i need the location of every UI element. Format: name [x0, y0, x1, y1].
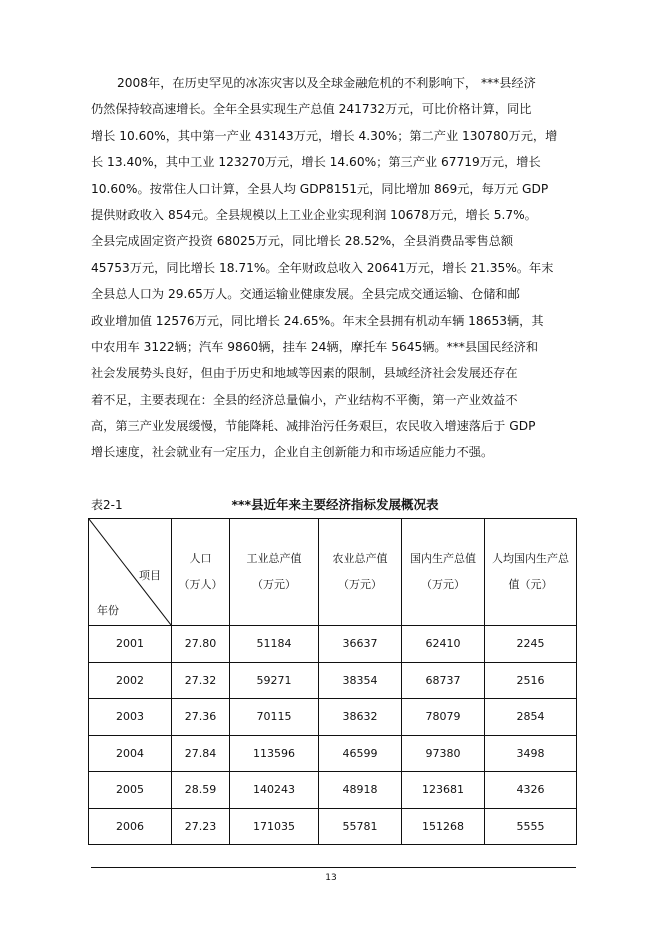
corner-label-year: 年份 — [97, 604, 119, 617]
table-cell: 68737 — [402, 662, 485, 699]
table-cell: 27.32 — [172, 662, 230, 699]
body-paragraph — [91, 70, 571, 466]
column-header-gdp: 国内生产总值 （万元） — [402, 519, 485, 626]
table-cell: 5555 — [485, 808, 577, 845]
table-cell: 62410 — [402, 626, 485, 663]
table-cell: 171035 — [230, 808, 319, 845]
paragraph-line: 着不足，主要表现在：全县的经济总量偏小，产业结构不平衡，第一产业效益不 — [91, 392, 518, 407]
column-header-gdp-per-capita: 人均国内生产总 值（元） — [485, 519, 577, 626]
paragraph-line: 政业增加值 12576万元，同比增长 24.65%。年末全县拥有机动车辆 18653辆，其 — [91, 313, 544, 328]
paragraph-line: 长 13.40%，其中工业 123270万元，增长 14.60%；第三产业 67719万元，增长 — [91, 155, 541, 170]
table-cell: 70115 — [230, 699, 319, 736]
table-cell: 27.36 — [172, 699, 230, 736]
paragraph-line: 社会发展势头良好，但由于历史和地域等因素的限制，县域经济社会发展还存在 — [91, 366, 518, 381]
table-cell: 78079 — [402, 699, 485, 736]
economic-indicators-table — [88, 518, 577, 845]
table-cell: 46599 — [319, 735, 402, 772]
table-cell-year: 2006 — [89, 808, 172, 845]
paragraph-line: 仍然保持较高速增长。全年全县实现生产总值 241732万元，可比价格计算，同比 — [91, 102, 532, 117]
paragraph-line: 中农用车 3122辆；汽车 9860辆，挂车 24辆，摩托车 5645辆。***县国民经济和 — [91, 339, 539, 354]
paragraph-line: 全县总人口为 29.65万人。交通运输业健康发展。全县完成交通运输、仓储和邮 — [91, 287, 520, 302]
table-row — [89, 699, 577, 736]
table-cell: 27.23 — [172, 808, 230, 845]
table-cell: 51184 — [230, 626, 319, 663]
paragraph-line: 45753万元，同比增长 18.71%。全年财政总收入 20641万元，增长 21.35%。年末 — [91, 260, 554, 275]
table-cell: 4326 — [485, 772, 577, 809]
table-cell-year: 2001 — [89, 626, 172, 663]
table-cell: 2516 — [485, 662, 577, 699]
paragraph-line: 增长 10.60%，其中第一产业 43143万元，增长 4.30%；第二产业 130780万元，增 — [91, 128, 558, 143]
table-cell: 59271 — [230, 662, 319, 699]
table-cell: 151268 — [402, 808, 485, 845]
table-cell: 28.59 — [172, 772, 230, 809]
paragraph-line: 高，第三产业发展缓慢，节能降耗、减排治污任务艰巨，农民收入增速落后于 GDP — [91, 419, 536, 434]
table-number: 表2-1 — [91, 498, 123, 512]
table-title: ***县近年来主要经济指标发展概况表 — [231, 497, 439, 512]
table-caption — [91, 494, 579, 514]
table-cell: 36637 — [319, 626, 402, 663]
paragraph-line: 增长速度，社会就业有一定压力，企业自主创新能力和市场适应能力不强。 — [91, 445, 494, 460]
table-header-row — [89, 519, 577, 626]
table-cell-year: 2005 — [89, 772, 172, 809]
footer-divider — [91, 867, 576, 868]
table-cell: 3498 — [485, 735, 577, 772]
table-cell: 140243 — [230, 772, 319, 809]
paragraph-line: 全县完成固定资产投资 68025万元，同比增长 28.52%，全县消费品零售总额 — [91, 234, 514, 249]
column-header-population: 人口 （万人） — [172, 519, 230, 626]
table-cell-year: 2004 — [89, 735, 172, 772]
table-row — [89, 662, 577, 699]
table-cell-year: 2002 — [89, 662, 172, 699]
column-header-industrial-output: 工业总产值 （万元） — [230, 519, 319, 626]
corner-label-item: 项目 — [139, 569, 161, 582]
table-row — [89, 808, 577, 845]
table-cell: 38632 — [319, 699, 402, 736]
table-cell: 38354 — [319, 662, 402, 699]
table-cell-year: 2003 — [89, 699, 172, 736]
table-cell: 113596 — [230, 735, 319, 772]
paragraph-line: 10.60%。按常住人口计算，全县人均 GDP8151元，同比增加 869元，每万元 GDP — [91, 181, 549, 196]
table-cell: 123681 — [402, 772, 485, 809]
table-cell: 97380 — [402, 735, 485, 772]
page-number: 13 — [325, 873, 337, 883]
column-header-agricultural-output: 农业总产值 （万元） — [319, 519, 402, 626]
table-cell: 27.80 — [172, 626, 230, 663]
table-cell: 27.84 — [172, 735, 230, 772]
table-cell: 48918 — [319, 772, 402, 809]
table-row — [89, 772, 577, 809]
table-row — [89, 735, 577, 772]
table-cell: 2854 — [485, 699, 577, 736]
table-cell: 55781 — [319, 808, 402, 845]
paragraph-line: 提供财政收入 854元。全县规模以上工业企业实现利润 10678万元，增长 5.7%。 — [91, 207, 537, 222]
table-row — [89, 626, 577, 663]
table-cell: 2245 — [485, 626, 577, 663]
table-corner-cell — [89, 519, 172, 626]
paragraph-line: 2008年，在历史罕见的冰冻灾害以及全球金融危机的不利影响下， ***县经济 — [117, 76, 536, 90]
